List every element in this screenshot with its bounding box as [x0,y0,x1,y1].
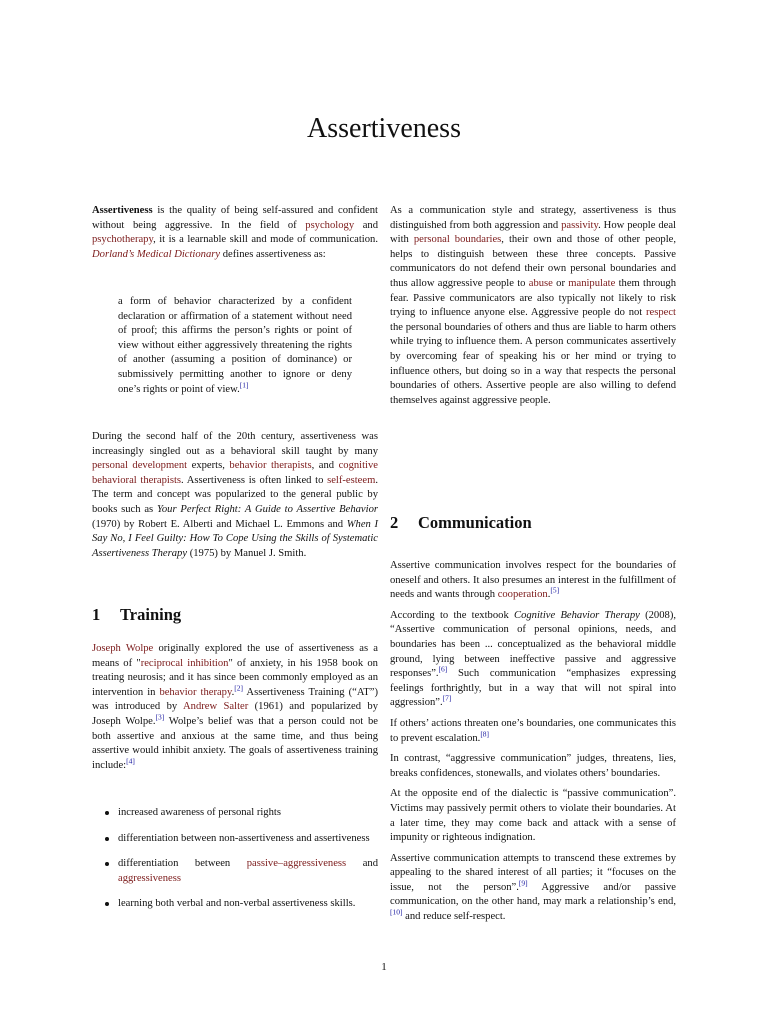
style-text: the personal boundaries of others and thus are liable to harm others while trying to influence them. A person communicates assertively by overcoming fear of speaking his or her mind or trying to influence others, but doing so in a way that respects the personal boundaries of others. Assertive people are also willing to defend themselves against aggressive people. [390,321,676,406]
comm-text: . [547,589,551,601]
training-text: . [231,686,235,698]
link-personal-boundaries[interactable]: personal boundaries [413,234,502,246]
page-title: Assertiveness [307,113,461,144]
comm-text: Assertive communication involves respect for the boundaries of oneself and others. It also presumes an interest in the fulfillment of needs and wants through [390,560,676,601]
link-psychotherapy[interactable]: psychotherapy [92,234,154,246]
comm-paragraph-1 [390,559,676,603]
ref-9[interactable]: [9] [518,878,528,888]
comm-text: Such communication “emphasizes expressing feelings forthrightly, but in a way that will not spiral into aggression”. [390,668,676,709]
book-title-2: When I Say No, I Feel Guilty: How To Cope Using the Skills of Systematic Assertiveness Therapy [92,518,378,559]
comm-paragraph-5: At the opposite end of the dialectic is “passive communication”. Victims may passively permit others to violate their boundaries. At a later time, they may come back and attack with a sense of impunity or righteous indignation. [390,788,676,844]
list-item-text: learning both verbal and non-verbal assertiveness skills. [118,898,356,910]
link-behavior-therapy[interactable]: behavior therapy [159,686,232,698]
link-cbt-therapists[interactable]: cognitive behavioral therapists [92,460,378,486]
training-text: originally explored the use of assertiveness as a means of " [92,643,378,669]
link-respect[interactable]: respect [646,307,676,319]
list-item-text: differentiation between [118,858,247,870]
section-2-number: 2 [390,513,399,532]
intro-text: defines assertiveness as: [220,248,326,260]
link-cooperation[interactable]: cooperation [497,589,548,601]
list-item-text: and [346,858,378,870]
bullet-icon [105,862,109,866]
style-text: , their own and those of other people, helps to distinguish between these three concepts. Passive communicators do not defend their own personal boundaries and thus allow aggressive people to [390,234,676,289]
list-item-text: increased awareness of personal rights [118,807,281,818]
comm-paragraph-4: In contrast, “aggressive communication” judges, threatens, lies, breaks confidences, stonewalls, and violates others’ boundaries. [390,753,676,779]
training-text: Assertiveness Training (“AT”) was introduced by [92,686,378,713]
training-paragraph [92,642,378,773]
history-text: . Assertiveness is often linked to [181,474,328,486]
history-text: experts, [187,460,230,472]
comm-text: Assertive communication attempts to transcend these extremes by appealing to the shared interest of all parties; it “focuses on the issue, not the person”. [390,852,676,893]
dorlands-title: Dorland’s Medical Dictionary [92,248,221,260]
section-1-number: 1 [92,605,101,624]
history-paragraph [92,430,378,561]
ref-4[interactable]: [4] [126,756,135,766]
style-text: . How people deal with [390,219,676,246]
comm-text: Aggressive and/or passive communication, on the other hand, may mark a relationship’s end, [390,881,676,908]
list-item-text: differentiation between non-assertiveness and assertiveness [118,832,370,844]
link-personal-development[interactable]: personal development [92,460,188,472]
training-column [92,642,378,773]
section-1-heading [92,605,378,625]
style-paragraph [390,204,676,408]
history-column [92,430,378,561]
bullet-icon [105,811,109,815]
link-aggressiveness[interactable]: aggressiveness [118,872,181,884]
section-2-title: Communication [418,513,532,532]
intro-text: is the quality of being self-assured and confident without being aggressive. In the field of [92,205,378,231]
goals-list-wrap [92,806,378,923]
list-item [92,857,378,886]
definition-quote [92,295,378,397]
link-reciprocal-inhibition[interactable]: reciprocal inhibition [140,657,229,669]
link-self-esteem[interactable]: self-esteem [327,474,376,486]
link-joseph-wolpe[interactable]: Joseph Wolpe [92,643,154,654]
list-item [92,832,378,847]
ref-6[interactable]: [6] [438,664,448,674]
page-number: 1 [381,961,387,973]
left-column [92,204,378,262]
bullet-icon [105,837,109,841]
ref-8[interactable]: [8] [480,729,490,738]
section-1-title: Training [120,605,182,624]
ref-10[interactable]: [10] [390,907,403,917]
ref-2[interactable]: [2] [234,683,243,693]
link-passivity[interactable]: passivity [561,219,599,231]
training-text: " of anxiety, in his 1958 book on treating neurosis; and it has since been commonly employed as an intervention in [92,657,378,698]
ref-7[interactable]: [7] [442,693,452,703]
bullet-icon [105,902,109,906]
history-text: (1975) by Manuel J. Smith. [187,547,307,559]
style-text: them through fear. Passive communicators are also typically not likely to risk trying to influence anyone else. Aggressive people do not [390,277,677,319]
cbt-book-title: Cognitive Behavior Therapy [514,609,640,621]
link-passive-aggressiveness[interactable]: passive–aggressiveness [246,858,347,870]
style-text: or [552,277,569,289]
section-1-heading-wrap [92,605,378,625]
link-behavior-therapists[interactable]: behavior therapists [229,460,312,472]
book-title-1: Your Perfect Right: A Guide to Assertive Behavior [156,503,378,515]
quote-text: a form of behavior characterized by a confident declaration or affirmation of a statement without need of proof; this affirms the person’s rights or point of view without either aggressively threatening the rights of another (assuming a position of dominance) or submissively permitting another to ignore or deny one’s rights or point of view. [118,296,352,395]
quote-column [92,295,378,397]
link-dorlands[interactable] [92,249,220,260]
training-text: (1961) and popularized by Joseph Wolpe. [92,701,379,727]
style-text: As a communication style and strategy, assertiveness is thus distinguished from both aggression and [390,205,676,231]
intro-paragraph [92,204,378,262]
link-andrew-salter[interactable]: Andrew Salter [183,701,249,713]
history-text: (1970) by Robert E. Alberti and Michael L. Emmons and [92,518,347,530]
intro-bold-term: Assertiveness [92,205,153,216]
history-text: . The term and concept was popularized to the general public by books such as [92,474,378,515]
intro-text: , it is a learnable skill and mode of communication. [153,234,378,246]
training-text: Wolpe’s belief was that a person could not be both assertive and anxious at the same time, and thus being assertive would inhibit anxiety. The goals of assertiveness training include: [92,715,378,771]
comm-paragraph-2 [390,609,676,711]
comm-text: According to the textbook [390,609,514,621]
comm-text: (2008), “Assertive communication of personal opinions, needs, and boundaries has been ... conceptualized as the behavioral middle ground, lying between ineffective passive and aggressive responses”. [390,609,676,680]
ref-3[interactable]: [3] [155,712,165,722]
comm-text: and reduce self-respect. [402,911,506,923]
link-abuse[interactable]: abuse [528,277,553,289]
link-psychology[interactable]: psychology [305,219,355,231]
goals-list [92,806,378,912]
ref-1[interactable]: [1] [239,380,249,390]
comm-text: If others’ actions threaten one’s boundaries, one communicates this to prevent escalation. [390,717,676,744]
history-text: , and [311,460,339,472]
communication-column [390,559,676,925]
list-item [92,897,378,912]
comm-paragraph-6 [390,852,676,925]
section-2-heading [390,513,676,533]
right-column [390,204,676,408]
intro-text: and [354,219,378,231]
comm-paragraph-3 [390,717,676,746]
section-2-heading-wrap [390,513,676,533]
link-manipulate[interactable]: manipulate [568,277,616,289]
list-item [92,806,378,821]
history-text: During the second half of the 20th century, assertiveness was increasingly singled out as a behavioral skill taught by many [92,431,378,457]
ref-5[interactable]: [5] [550,585,560,595]
